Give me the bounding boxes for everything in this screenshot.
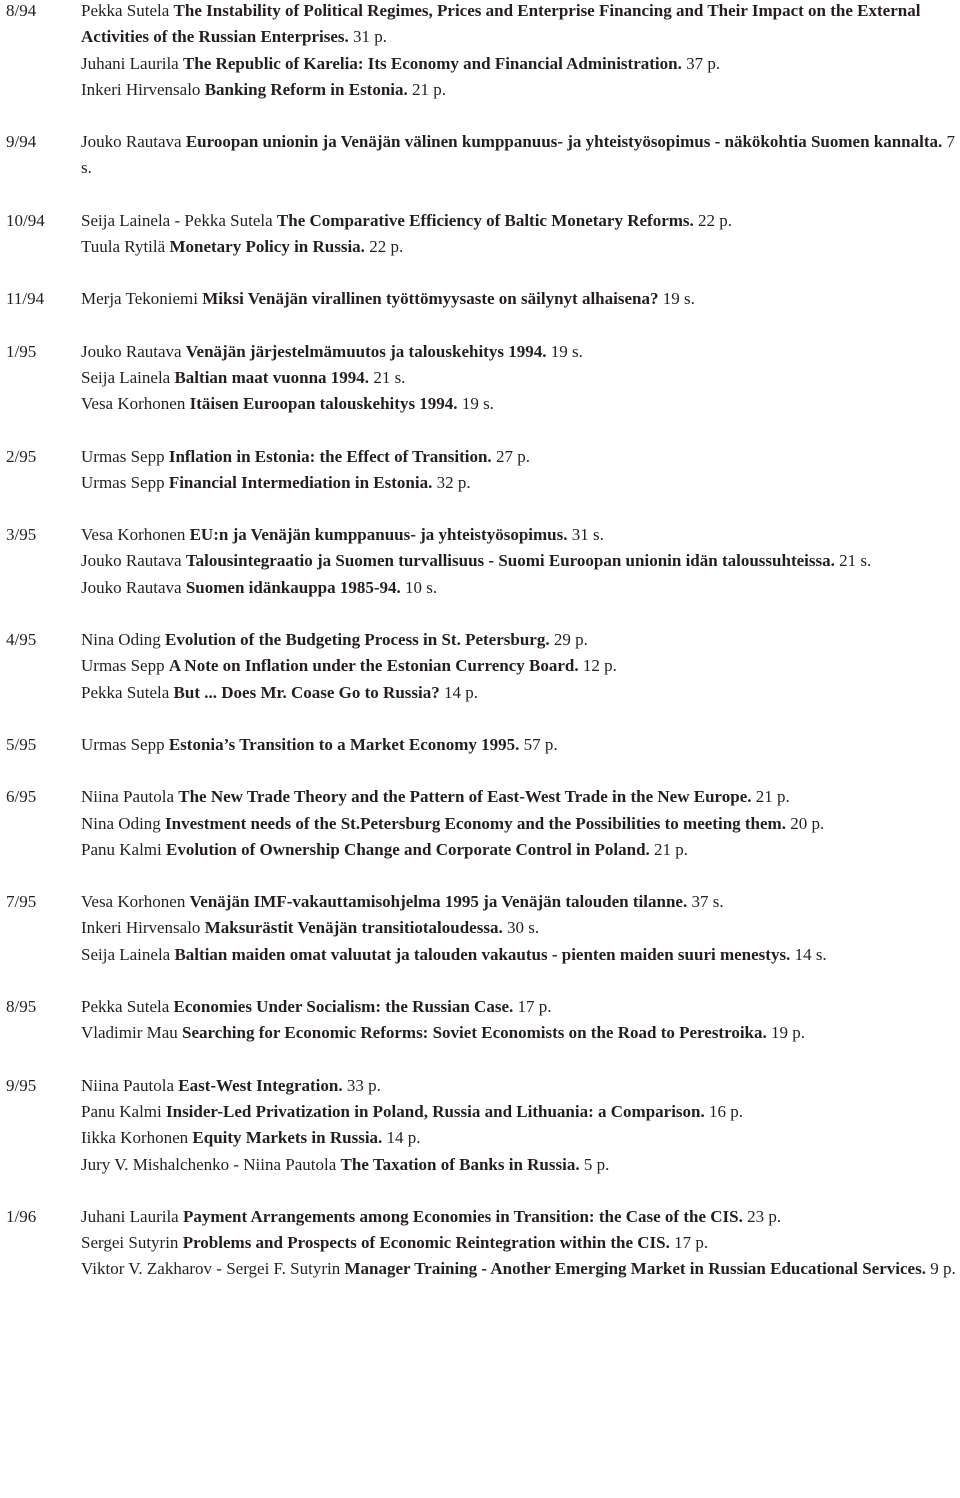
- entry-pages: 19 p.: [771, 1023, 806, 1043]
- entry-title: Baltian maat vuonna 1994.: [174, 367, 370, 387]
- entry-author: Vladimir Mau: [81, 1023, 178, 1043]
- issue-group: [0, 522, 960, 601]
- publication-entry: [81, 942, 960, 968]
- issue-number: 1/95: [6, 341, 37, 361]
- publication-entry: [81, 208, 960, 234]
- entry-list: [81, 994, 960, 1047]
- entry-author: Jouko Rautava: [81, 551, 182, 571]
- entry-author: Vesa Korhonen: [81, 525, 186, 545]
- entry-author: Niina Pautola: [81, 787, 175, 807]
- entry-title: Talousintegraatio ja Suomen turvallisuus - Suomi Euroopan unionin idän taloussuhteissa.: [185, 551, 835, 571]
- entry-title: The Comparative Efficiency of Baltic Monetary Reforms.: [276, 210, 694, 230]
- entry-pages: 5 p.: [583, 1154, 610, 1174]
- entry-list: [81, 286, 960, 312]
- entry-pages: 31 s.: [571, 525, 604, 545]
- entry-title: Evolution of the Budgeting Process in St. Petersburg.: [165, 630, 550, 650]
- issue-number: 8/94: [6, 1, 37, 20]
- entry-title: Banking Reform in Estonia.: [204, 79, 408, 99]
- entry-title: Venäjän järjestelmämuutos ja talouskehitys 1994.: [185, 341, 547, 361]
- entry-title: The Republic of Karelia: Its Economy and Financial Administration.: [182, 53, 682, 73]
- entry-author: Niina Pautola: [81, 1075, 175, 1095]
- entry-author: Iikka Korhonen: [81, 1128, 189, 1148]
- issue-group: [0, 0, 960, 103]
- entry-author: Urmas Sepp: [81, 734, 165, 754]
- publication-entry: [81, 837, 960, 863]
- entry-title: Baltian maiden omat valuutat ja talouden vakautus - pienten maiden suuri menestys.: [174, 944, 791, 964]
- issue-group: [0, 784, 960, 863]
- publication-entry: [81, 234, 960, 260]
- entry-pages: 23 p.: [747, 1206, 782, 1226]
- entry-pages: 37 s.: [691, 892, 724, 912]
- entry-author: Pekka Sutela: [81, 997, 170, 1017]
- entry-author: Viktor V. Zakharov - Sergei F. Sutyrin: [81, 1259, 341, 1279]
- publication-entry: [81, 732, 960, 758]
- entry-list: [81, 339, 960, 418]
- entry-pages: 37 p.: [686, 53, 721, 73]
- entry-title: Monetary Policy in Russia.: [169, 237, 365, 257]
- entry-title: Problems and Prospects of Economic Reintegration within the CIS.: [182, 1233, 670, 1253]
- entry-pages: 14 p.: [443, 682, 478, 702]
- issue-number: 1/96: [6, 1206, 37, 1226]
- entry-title: Equity Markets in Russia.: [192, 1128, 383, 1148]
- entry-title: Inflation in Estonia: the Effect of Transition.: [168, 446, 492, 466]
- publication-entry: [81, 522, 960, 548]
- entry-title: The Taxation of Banks in Russia.: [340, 1154, 580, 1174]
- entry-pages: 32 p.: [436, 472, 471, 492]
- entry-pages: 30 s.: [506, 918, 540, 938]
- issue-number: 9/94: [6, 132, 37, 152]
- entry-pages: 27 p.: [495, 446, 530, 466]
- publication-entry: [81, 1099, 960, 1125]
- entry-pages: 21 p.: [654, 839, 689, 859]
- publication-entry: [81, 1020, 960, 1046]
- publication-entry: [81, 365, 960, 391]
- publication-entry: [81, 0, 960, 51]
- entry-pages: 57 p.: [523, 734, 558, 754]
- issue-group: [0, 627, 960, 706]
- entry-list: [81, 889, 960, 968]
- issue-number: 7/95: [6, 892, 37, 912]
- issue-number: 9/95: [6, 1075, 37, 1095]
- entry-list: [81, 129, 960, 182]
- entry-title: Maksurästit Venäjän transitiotaloudessa.: [204, 918, 503, 938]
- entry-title: Suomen idänkauppa 1985-94.: [185, 577, 401, 597]
- entry-author: Panu Kalmi: [81, 839, 162, 859]
- entry-title: Financial Intermediation in Estonia.: [168, 472, 433, 492]
- entry-author: Pekka Sutela: [81, 682, 170, 702]
- publication-entry: [81, 1152, 960, 1178]
- entry-title: Euroopan unionin ja Venäjän välinen kumppanuus- ja yhteistyösopimus - näkökohtia Suomen kannalta.: [185, 132, 943, 152]
- issue-number: 2/95: [6, 446, 37, 466]
- entry-pages: 19 s.: [461, 394, 494, 414]
- entry-title: But ... Does Mr. Coase Go to Russia?: [173, 682, 440, 702]
- entry-title: Manager Training - Another Emerging Market in Russian Educational Services.: [344, 1259, 926, 1279]
- issue-group: [0, 994, 960, 1047]
- issue-group: [0, 732, 960, 758]
- issue-number: 8/95: [6, 997, 37, 1017]
- publication-entry: [81, 548, 960, 574]
- publication-entry: [81, 680, 960, 706]
- publication-entry: [81, 1230, 960, 1256]
- entry-author: Jury V. Mishalchenko - Niina Pautola: [81, 1154, 337, 1174]
- issue-number: 3/95: [6, 525, 37, 545]
- entry-pages: 21 s.: [839, 551, 872, 571]
- entry-pages: 29 p.: [553, 630, 588, 650]
- entry-pages: 16 p.: [709, 1101, 743, 1121]
- entry-title: The New Trade Theory and the Pattern of East-West Trade in the New Europe.: [178, 787, 752, 807]
- entry-pages: 19 s.: [662, 289, 695, 309]
- publication-entry: [81, 470, 960, 496]
- entry-author: Urmas Sepp: [81, 446, 165, 466]
- entry-author: Tuula Rytilä: [81, 237, 166, 257]
- entry-list: [81, 1204, 960, 1283]
- publication-entry: [81, 51, 960, 77]
- entry-author: Inkeri Hirvensalo: [81, 79, 201, 99]
- entry-title: Itäisen Euroopan talouskehitys 1994.: [189, 394, 458, 414]
- publication-entry: [81, 1073, 960, 1099]
- entry-title: EU:n ja Venäjän kumppanuus- ja yhteistyösopimus.: [189, 525, 568, 545]
- entry-title: Venäjän IMF-vakauttamisohjelma 1995 ja Venäjän talouden tilanne.: [189, 892, 688, 912]
- entry-list: [81, 522, 960, 601]
- entry-list: [81, 1073, 960, 1178]
- entry-author: Jouko Rautava: [81, 577, 182, 597]
- entry-pages: 21 p.: [755, 787, 790, 807]
- publication-entry: [81, 811, 960, 837]
- issue-number: 10/94: [6, 210, 45, 230]
- entry-list: [81, 208, 960, 261]
- entry-title: Payment Arrangements among Economies in Transition: the Case of the CIS.: [182, 1206, 743, 1226]
- entry-author: Jouko Rautava: [81, 341, 182, 361]
- publication-entry: [81, 575, 960, 601]
- entry-author: Urmas Sepp: [81, 656, 165, 676]
- entry-pages: 17 p.: [517, 997, 552, 1017]
- publication-entry: [81, 77, 960, 103]
- issue-group: [0, 339, 960, 418]
- entry-author: Juhani Laurila: [81, 1206, 179, 1226]
- issue-group: [0, 1073, 960, 1178]
- publication-entry: [81, 339, 960, 365]
- entry-pages: 14 s.: [794, 944, 827, 964]
- entry-author: Seija Lainela - Pekka Sutela: [81, 210, 273, 230]
- publication-entry: [81, 129, 960, 182]
- entry-author: Seija Lainela: [81, 944, 171, 964]
- issue-number: 11/94: [6, 289, 45, 309]
- publication-entry: [81, 286, 960, 312]
- publication-entry: [81, 1204, 960, 1230]
- entry-author: Pekka Sutela: [81, 1, 170, 20]
- entry-pages: 7 s.: [81, 132, 956, 178]
- entry-pages: 31 p.: [352, 27, 387, 47]
- entry-pages: 12 p.: [582, 656, 617, 676]
- issue-group: [0, 129, 960, 182]
- entry-pages: 17 p.: [674, 1233, 709, 1253]
- entry-title: East-West Integration.: [178, 1075, 343, 1095]
- publication-entry: [81, 444, 960, 470]
- entry-author: Vesa Korhonen: [81, 394, 186, 414]
- entry-author: Nina Oding: [81, 813, 161, 833]
- entry-author: Juhani Laurila: [81, 53, 179, 73]
- entry-title: Investment needs of the St.Petersburg Economy and the Possibilities to meeting them.: [165, 813, 786, 833]
- entry-list: [81, 784, 960, 863]
- issue-group: [0, 1204, 960, 1283]
- entry-pages: 21 p.: [412, 79, 447, 99]
- entry-pages: 20 p.: [790, 813, 825, 833]
- issue-number: 5/95: [6, 734, 37, 754]
- entry-pages: 14 p.: [386, 1128, 421, 1148]
- entry-title: A Note on Inflation under the Estonian Currency Board.: [168, 656, 579, 676]
- entry-author: Sergei Sutyrin: [81, 1233, 179, 1253]
- entry-title: Economies Under Socialism: the Russian Case.: [173, 997, 514, 1017]
- publication-entry: [81, 391, 960, 417]
- publication-entry: [81, 627, 960, 653]
- issue-group: [0, 208, 960, 261]
- entry-author: Seija Lainela: [81, 367, 171, 387]
- issue-group: [0, 444, 960, 497]
- entry-list: [81, 0, 960, 103]
- entry-author: Urmas Sepp: [81, 472, 165, 492]
- entry-author: Nina Oding: [81, 630, 161, 650]
- entry-pages: 19 s.: [550, 341, 583, 361]
- issue-group: [0, 889, 960, 968]
- publication-entry: [81, 1256, 960, 1282]
- entry-title: Searching for Economic Reforms: Soviet Economists on the Road to Perestroika.: [182, 1023, 767, 1043]
- entry-list: [81, 732, 960, 758]
- publication-entry: [81, 653, 960, 679]
- publication-entry: [81, 994, 960, 1020]
- entry-title: Insider-Led Privatization in Poland, Russia and Lithuania: a Comparison.: [166, 1101, 705, 1121]
- entry-pages: 10 s.: [405, 577, 438, 597]
- entry-author: Jouko Rautava: [81, 132, 182, 152]
- entry-pages: 21 s.: [373, 367, 406, 387]
- publication-entry: [81, 784, 960, 810]
- entry-pages: 22 p.: [698, 210, 733, 230]
- entry-pages: 33 p.: [346, 1075, 381, 1095]
- entry-title: Evolution of Ownership Change and Corporate Control in Poland.: [166, 839, 650, 859]
- entry-author: Vesa Korhonen: [81, 892, 186, 912]
- entry-author: Inkeri Hirvensalo: [81, 918, 201, 938]
- entry-title: Miksi Venäjän virallinen työttömyysaste on säilynyt alhaisena?: [202, 289, 659, 309]
- issue-number: 4/95: [6, 630, 37, 650]
- entry-author: Panu Kalmi: [81, 1101, 162, 1121]
- publication-entry: [81, 1125, 960, 1151]
- publication-entry: [81, 915, 960, 941]
- entry-pages: 9 p.: [930, 1259, 956, 1279]
- issue-group: [0, 286, 960, 312]
- entry-title: The Instability of Political Regimes, Prices and Enterprise Financing and Their Impact on the External Activities of the Russian Enterprises.: [81, 1, 921, 47]
- entry-title: Estonia’s Transition to a Market Economy 1995.: [168, 734, 520, 754]
- entry-list: [81, 627, 960, 706]
- entry-pages: 22 p.: [369, 237, 404, 257]
- entry-list: [81, 444, 960, 497]
- entry-author: Merja Tekoniemi: [81, 289, 198, 309]
- issue-number: 6/95: [6, 787, 37, 807]
- publication-entry: [81, 889, 960, 915]
